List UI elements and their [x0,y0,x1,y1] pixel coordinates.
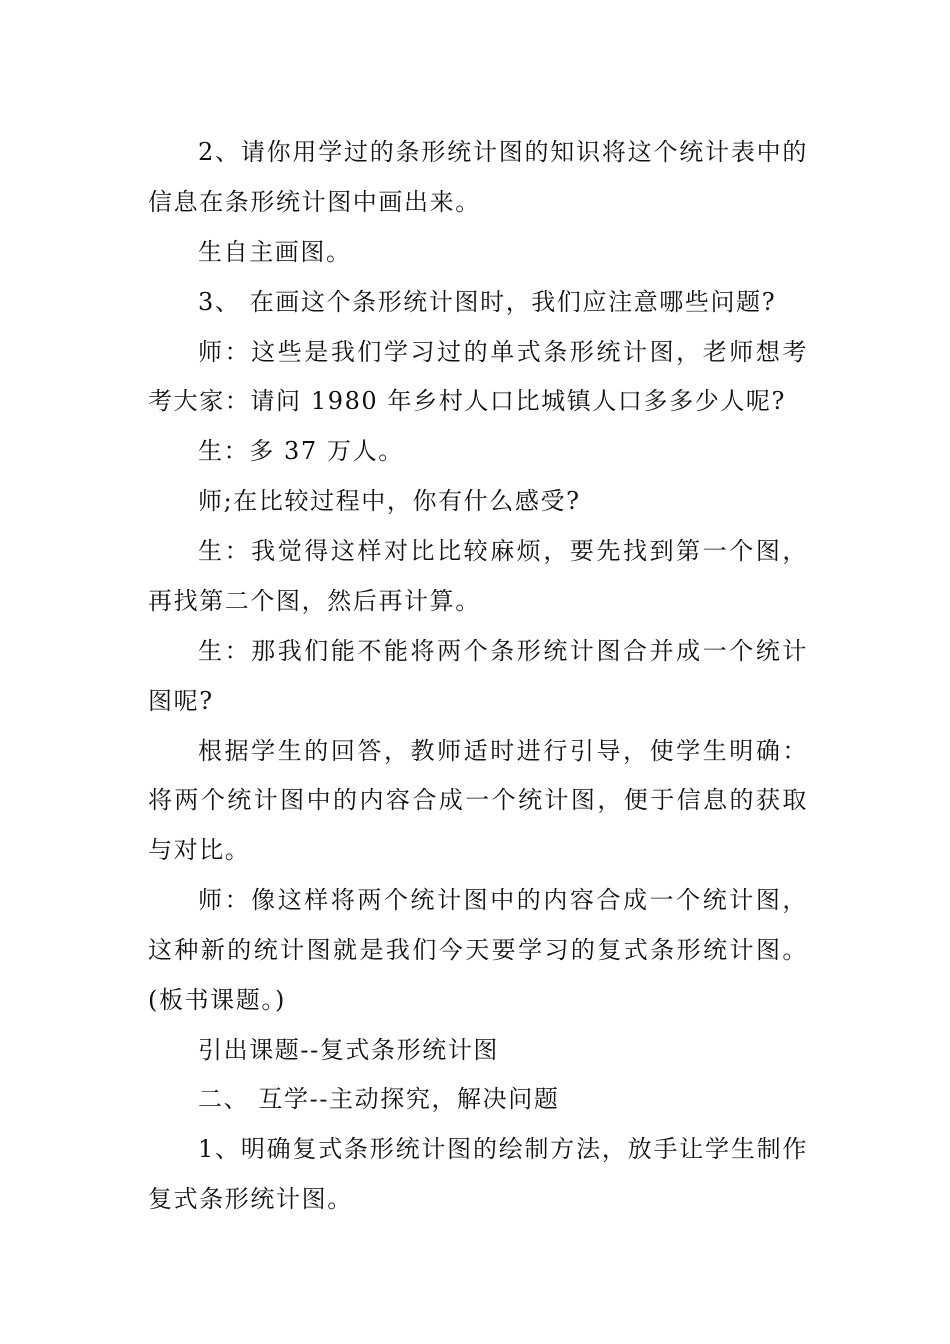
text-line: 图呢? [148,687,214,715]
text-line: 复式条形统计图。 [148,1185,353,1213]
text-line: 考大家：请问 1980 年乡村人口比城镇人口多多少人呢? [148,387,787,415]
text-line: 师;在比较过程中，你有什么感受? [198,487,581,515]
text-line: 与对比。 [148,836,251,864]
text-line: 生自主画图。 [198,238,352,266]
text-line: 生：多 37 万人。 [198,437,404,465]
text-line: 引出课题--复式条形统计图 [198,1036,500,1064]
text-line: 再找第二个图，然后再计算。 [148,587,481,615]
text-line: 1、明确复式条形统计图的绘制方法，放手让学生制作 [198,1135,808,1163]
text-line: (板书课题。) [148,986,286,1014]
text-line: 师：这些是我们学习过的单式条形统计图，老师想考 [198,338,808,366]
text-line: 3、 在画这个条形统计图时，我们应注意哪些问题? [198,288,777,316]
text-line: 根据学生的回答，教师适时进行引导，使学生明确： [198,737,808,765]
text-line: 将两个统计图中的内容合成一个统计图，便于信息的获取 [148,786,808,814]
text-line: 生：那我们能不能将两个条形统计图合并成一个统计 [198,637,808,665]
text-line: 师：像这样将两个统计图中的内容合成一个统计图， [198,886,808,914]
text-line: 二、 互学--主动探究，解决问题 [198,1085,560,1113]
text-line: 生：我觉得这样对比比较麻烦，要先找到第一个图， [198,537,808,565]
text-line: 信息在条形统计图中画出来。 [148,188,481,216]
text-line: 这种新的统计图就是我们今天要学习的复式条形统计图。 [148,936,808,964]
text-line: 2、请你用学过的条形统计图的知识将这个统计表中的 [198,138,808,166]
